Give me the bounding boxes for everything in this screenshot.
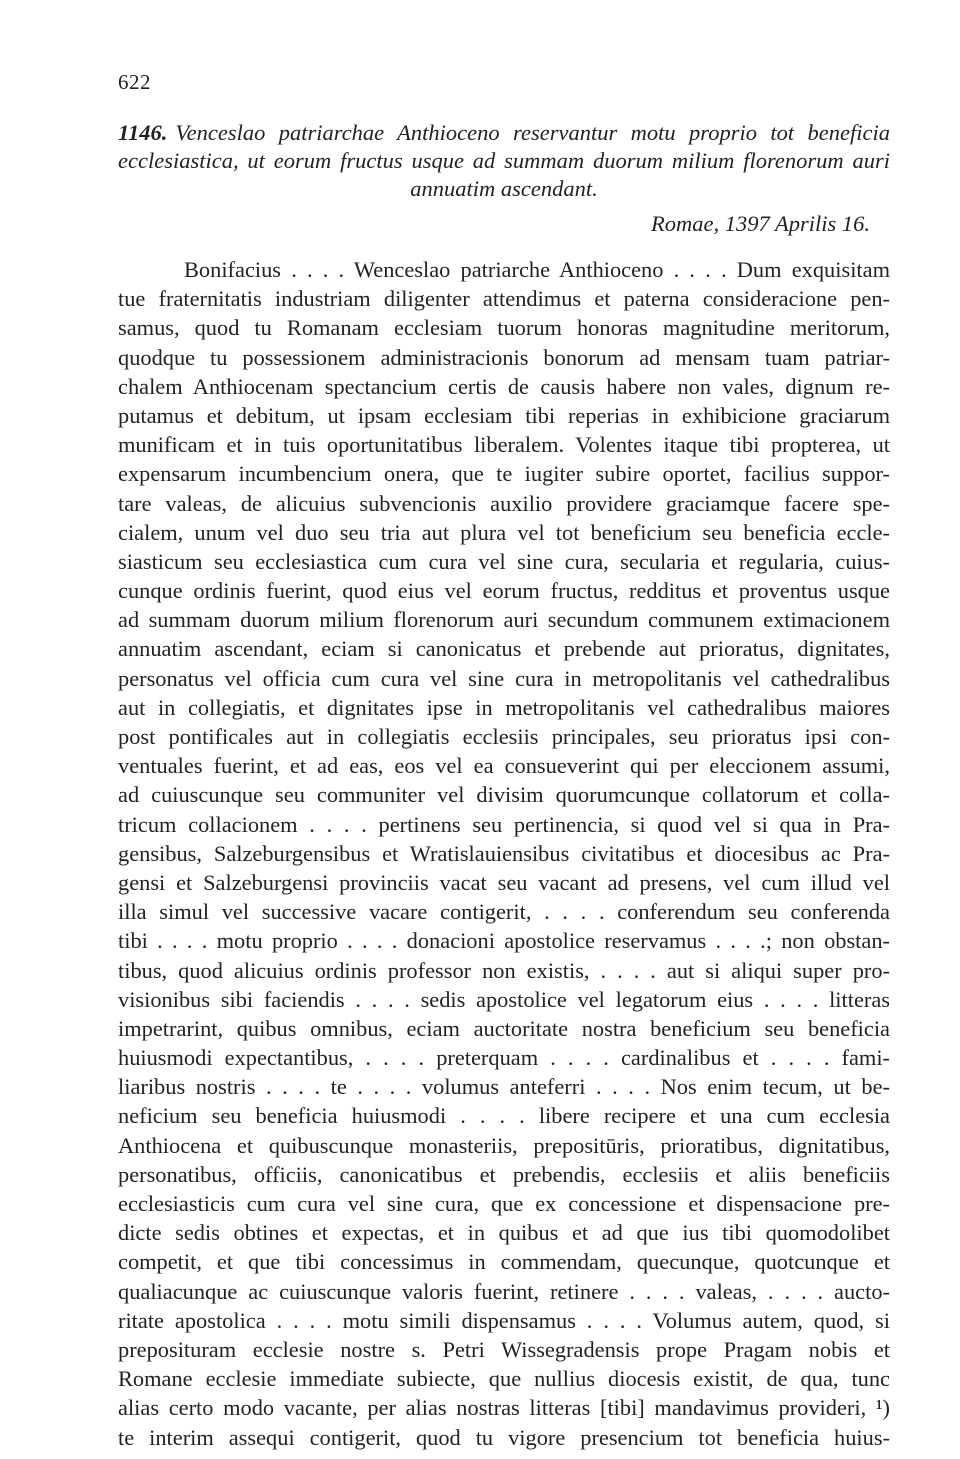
body-line: ecclesiasticis cum cura vel sine cura, que ex concessione et dispensacione pre- xyxy=(118,1191,890,1216)
body-line: impetrarint, quibus omnibus, eciam auctoritate nostra beneficium seu beneficia xyxy=(118,1015,890,1041)
body-line: quodque tu possessionem administracionis bonorum ad mensam tuam patriar- xyxy=(118,344,890,370)
body-line: cunque ordinis fuerint, quod eius vel eorum fructus, redditus et proventus usque xyxy=(118,578,890,604)
body-line: Bonifacius . . . . Wenceslao patriarche Anthioceno . . . . Dum exquisitam xyxy=(184,257,890,282)
body-line: ad summam duorum milium florenorum auri secundum communem extimacionem xyxy=(118,607,890,633)
body-line: personatibus, officiis, canonicatibus et prebendis, ecclesiis et aliis beneficiis xyxy=(118,1161,890,1187)
body-line: dicte sedis obtines et expectas, et in quibus et ad que ius tibi quomodolibet xyxy=(118,1220,890,1246)
entry-number: 1146. xyxy=(118,120,168,145)
body-line: aut in collegiatis, et dignitates ipse in metropolitanis vel cathedralibus maiores xyxy=(118,694,890,720)
body-line: competit, et que tibi concessimus in commendam, quecunque, quotcunque et xyxy=(118,1249,890,1275)
body-line: putamus et debitum, ut ipsam ecclesiam tibi reperias in exhibicione graciarum xyxy=(118,402,890,428)
body-line: ad cuiuscunque seu communiter vel divisim quorumcunque collatorum et colla- xyxy=(118,782,890,808)
entry-heading xyxy=(118,119,890,203)
body-line: post pontificales aut in collegiatis ecclesiis principales, seu prioratus ipsi con- xyxy=(118,724,890,749)
body-line: liaribus nostris . . . . te . . . . volumus anteferri . . . . Nos enim tecum, ut be- xyxy=(118,1074,890,1100)
body-line: tricum collacionem . . . . pertinens seu pertinencia, si quod vel si qua in Pra- xyxy=(118,811,890,837)
heading-line-3: annuatim ascendant. xyxy=(410,176,598,201)
body-line: tare valeas, de alicuius subvencionis auxilio providere graciamque facere spe- xyxy=(118,490,890,516)
body-line: ritate apostolica . . . . motu simili dispensamus . . . . Volumus autem, quod, si xyxy=(118,1307,890,1333)
body-line: tibi . . . . motu proprio . . . . donacioni apostolice reservamus . . . .; non obstan- xyxy=(118,928,890,954)
body-line: cialem, unum vel duo seu tria aut plura vel tot beneficium seu beneficia eccle- xyxy=(118,519,890,545)
body-line: huiusmodi expectantibus, . . . . preterquam . . . . cardinalibus et . . . . fami- xyxy=(118,1045,890,1071)
body-line: tibus, quod alicuius ordinis professor non existis, . . . . aut si aliqui super pro- xyxy=(118,957,890,983)
body-line: illa simul vel successive vacare contigerit, . . . . conferendum seu conferenda xyxy=(118,899,890,925)
body-line: munificam et in tuis oportunitatibus liberalem. Volentes itaque tibi propterea, ut xyxy=(118,432,890,458)
body-line: chalem Anthiocenam spectancium certis de causis habere non vales, dignum re- xyxy=(118,373,890,399)
dateline: Romae, 1397 Aprilis 16. xyxy=(651,211,870,236)
body-line: gensi et Salzeburgensi provinciis vacat seu vacant ad presens, vel cum illud vel xyxy=(118,869,890,895)
body-line: annuatim ascendant, eciam si canonicatus et prebende aut prioratus, dignitates, xyxy=(118,636,890,662)
body-line: Romane ecclesie immediate subiecte, que nullius diocesis existit, de qua, tunc xyxy=(118,1366,890,1392)
body-line: neficium seu beneficia huiusmodi . . . . libere recipere et una cum ecclesia xyxy=(118,1103,890,1129)
body-line: te interim assequi contigerit, quod tu vigore presencium tot beneficia huius- xyxy=(118,1424,890,1450)
body-line: siasticum seu ecclesiastica cum cura vel sine cura, secularia et regularia, cuius- xyxy=(118,548,890,574)
page-number: 622 xyxy=(118,70,151,94)
document-body xyxy=(118,255,890,1452)
body-line: qualiacunque ac cuiuscunque valoris fuerint, retinere . . . . valeas, . . . . aucto- xyxy=(118,1278,890,1304)
body-line: samus, quod tu Romanam ecclesiam tuorum honoras magnitudine meritorum, xyxy=(118,315,890,341)
body-line: visionibus sibi faciendis . . . . sedis apostolice vel legatorum eius . . . . litteras xyxy=(118,986,890,1012)
body-line: personatus vel officia cum cura vel sine cura in metropolitanis vel cathedralibus xyxy=(118,665,890,691)
body-line: expensarum incumbencium onera, que te iugiter subire oportet, facilius suppor- xyxy=(118,461,890,487)
body-line: ventuales fuerint, et ad eas, eos vel ea consueverint qui per eleccionem assumi, xyxy=(118,753,890,779)
body-line: Anthiocena et quibuscunque monasteriis, prepositūris, prioratibus, dignitatibus, xyxy=(118,1132,890,1158)
heading-line-2: ecclesiastica, ut eorum fructus usque ad summam duorum milium florenorum auri xyxy=(118,148,890,173)
heading-text-1: Venceslao patriarchae Anthioceno reservantur motu proprio tot beneficia xyxy=(175,120,890,145)
body-line: tue fraternitatis industriam diligenter attendimus et paterna consideracione pen- xyxy=(118,286,890,312)
body-line: gensibus, Salzeburgensibus et Wratislauiensibus civitatibus et diocesibus ac Pra- xyxy=(118,840,890,866)
heading-line-1 xyxy=(118,119,890,147)
body-line: alias certo modo vacante, per alias nostras litteras [tibi] mandavimus provideri, ¹) xyxy=(118,1395,890,1421)
body-line: preposituram ecclesie nostre s. Petri Wissegradensis prope Pragam nobis et xyxy=(118,1336,890,1362)
